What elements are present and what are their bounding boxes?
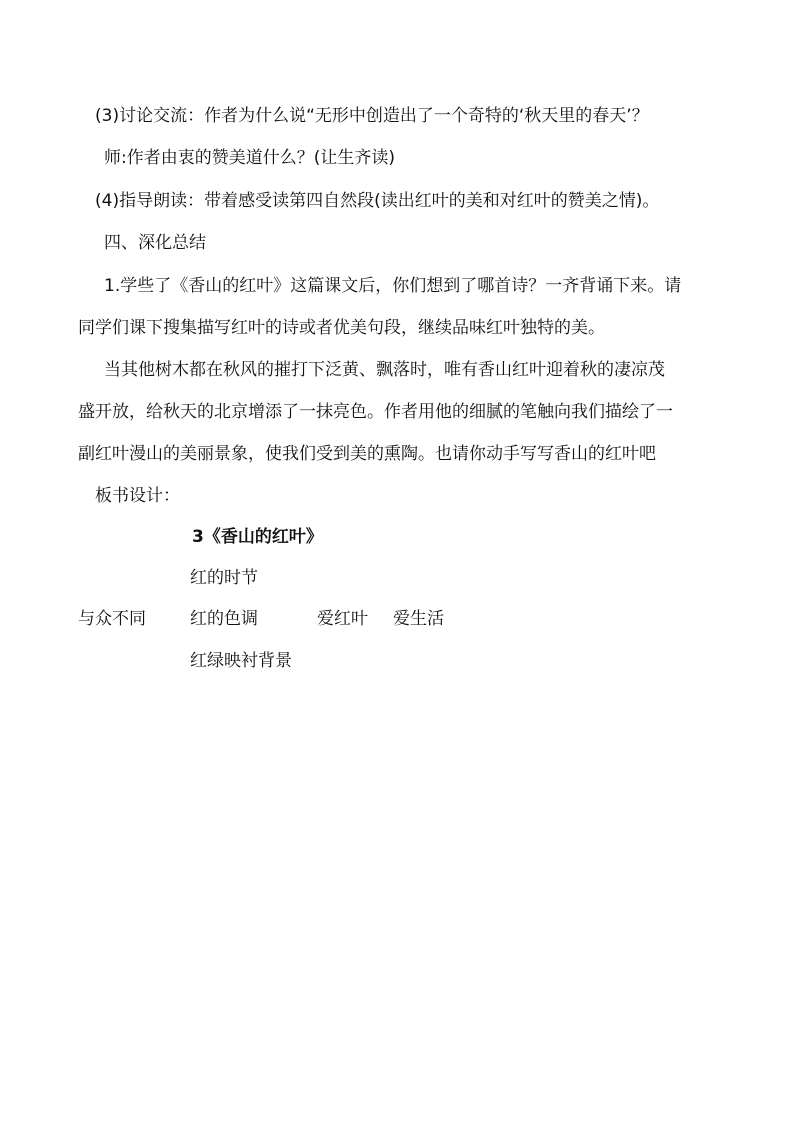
board-design-label: 板书设计： <box>95 486 180 506</box>
paragraph-summary-1-cont: 同学们课下搜集描写红叶的诗或者优美句段，继续品味红叶独特的美。 <box>78 318 605 338</box>
board-left-label: 与众不同 <box>78 609 146 629</box>
paragraph-conclusion-3: 副红叶漫山的美丽景象，使我们受到美的熏陶。也请你动手写写香山的红叶吧 <box>78 444 656 464</box>
board-right-love-leaves: 爱红叶 <box>317 609 368 629</box>
paragraph-teacher-question: 师:作者由衷的赞美道什么？(让生齐读) <box>104 148 395 168</box>
board-item-color: 红的色调 <box>190 609 258 629</box>
board-right-love-life: 爱生活 <box>393 609 444 629</box>
board-title: 3《香山的红叶》 <box>192 527 323 547</box>
paragraph-reading-guidance: (4)指导朗读：带着感受读第四自然段(读出红叶的美和对红叶的赞美之情)。 <box>95 191 660 211</box>
board-item-season: 红的时节 <box>190 568 258 588</box>
board-item-background: 红绿映衬背景 <box>190 651 292 671</box>
section-heading-summary: 四、深化总结 <box>104 233 206 253</box>
paragraph-conclusion-2: 盛开放，给秋天的北京增添了一抹亮色。作者用他的细腻的笔触向我们描绘了一 <box>78 402 673 422</box>
paragraph-discussion: (3)讨论交流：作者为什么说“无形中创造出了一个奇特的‘秋天里的春天’？ <box>95 106 649 126</box>
paragraph-summary-1: 1.学些了《香山的红叶》这篇课文后，你们想到了哪首诗？一齐背诵下来。请 <box>104 276 682 296</box>
paragraph-conclusion-1: 当其他树木都在秋风的摧打下泛黄、飘落时，唯有香山红叶迎着秋的凄凉茂 <box>104 360 665 380</box>
